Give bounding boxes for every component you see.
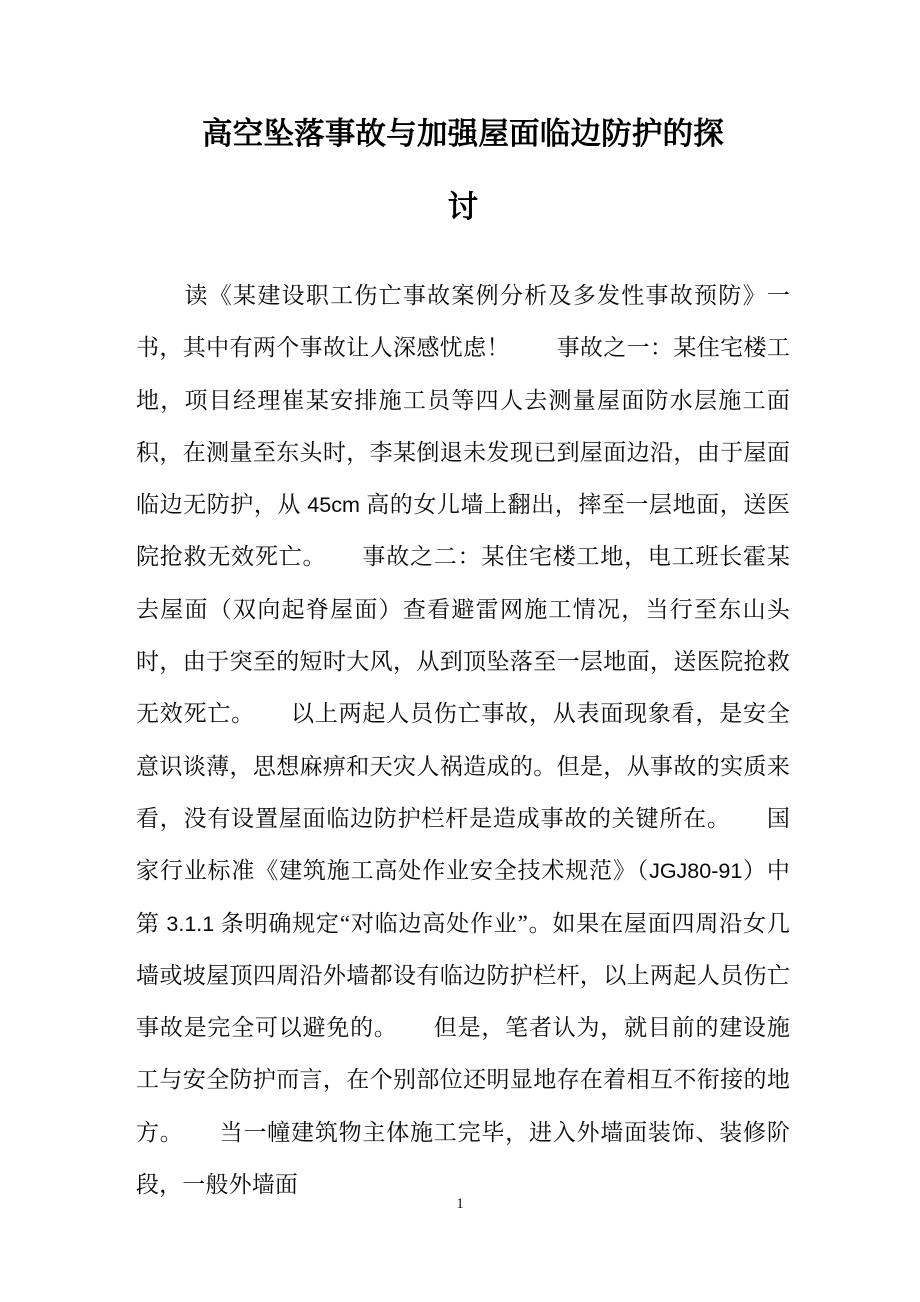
latin-run: 45cm	[307, 493, 360, 518]
page-title-line-1: 高空坠落事故与加强屋面临边防护的探	[202, 117, 724, 151]
document-body	[136, 0, 790, 1211]
body-paragraph: 读《某建设职工伤亡事故案例分析及多发性事故预防》一书，其中有两个事故让人深感忧虑！ 事故之一：某住宅楼工地，项目经理崔某安排施工员等四人去测量屋面防水层施工面积，在测量至东头时，李某倒退未发现已到屋面边沿，由于屋面临边无防护，从 45cm 高的女儿墙上翻出，摔至一层地面，送医院抢救无效死亡。 事故之二：某住宅楼工地，电工班长霍某去屋面（双向起脊屋面）查看避雷网施工情况，当行至东山头时，由于突至的短时大风，从到顶坠落至一层地面，送医院抢救无效死亡。 以上两起人员伤亡事故，从表面现象看，是安全意识谈薄，思想麻痹和天灾人祸造成的。但是，从事故的实质来看，没有设置屋面临边防护栏杆是造成事故的关键所在。 国家行业标准《建筑施工高处作业安全技术规范》（JGJ80-91）中第 3.1.1 条明确规定“对临边高处作业”。如果在屋面四周沿女几墙或坡屋顶四周沿外墙都设有临边防护栏杆，以上两起人员伤亡事故是完全可以避免的。 但是，笔者认为，就目前的建设施工与安全防护而言，在个别部位还明显地存在着相互不衔接的地方。 当一幢建筑物主体施工完毕，进入外墙面装饰、装修阶段，一般外墙面	[136, 283, 790, 1198]
latin-run: JGJ80-91	[649, 859, 743, 884]
page-number: 1	[456, 1196, 464, 1212]
page-title-line-2: 讨	[447, 190, 479, 224]
page-title	[136, 0, 790, 244]
latin-run: 3.1.1	[166, 911, 215, 936]
